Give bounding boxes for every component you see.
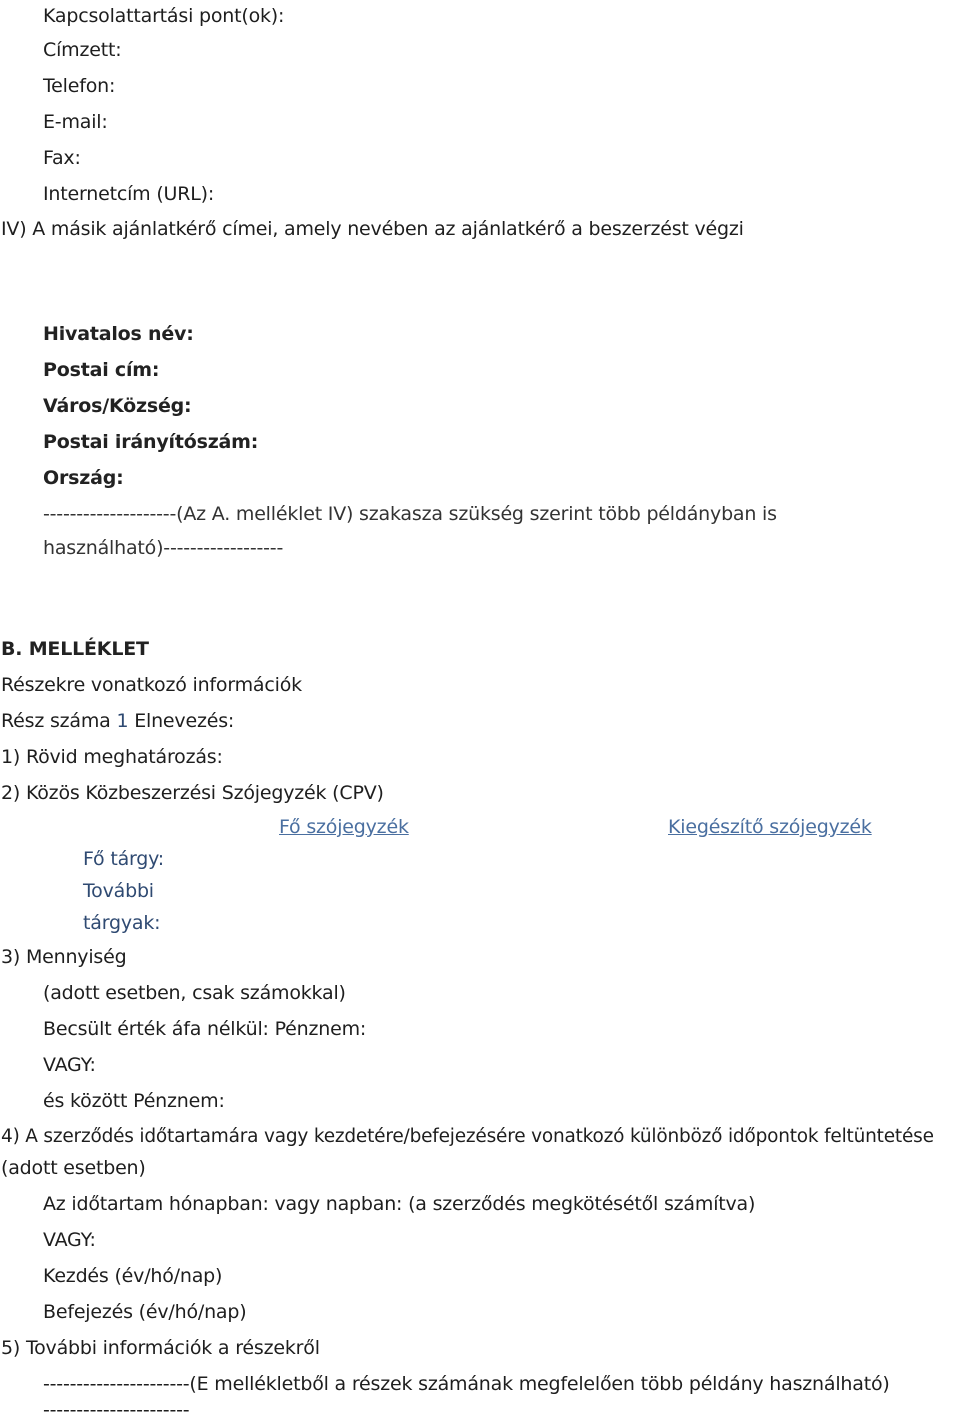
cpv-heading: 2) Közös Közbeszerzési Szójegyzék (CPV) bbox=[1, 782, 384, 804]
footer-note-line-1: ----------------------(E mellékletből a részek számának megfelelően több példány használható) bbox=[43, 1373, 890, 1395]
duration-heading-line-1: 4) A szerződés időtartamára vagy kezdetére/befejezésére vonatkozó különböző időpontok feltüntetése bbox=[1, 1126, 934, 1147]
annex-b-title: B. MELLÉKLET bbox=[1, 638, 149, 660]
part-number-value: 1 bbox=[116, 710, 129, 732]
fax-label: Fax: bbox=[43, 147, 81, 169]
additional-info-heading: 5) További információk a részekről bbox=[1, 1337, 320, 1359]
phone-label: Telefon: bbox=[43, 75, 116, 97]
city-label: Város/Község: bbox=[43, 395, 192, 417]
estimated-value-label: Becsült érték áfa nélkül: Pénznem: bbox=[43, 1018, 367, 1040]
between-currency-label: és között Pénznem: bbox=[43, 1090, 225, 1112]
duration-heading-line-2: (adott esetben) bbox=[1, 1157, 146, 1179]
section-iv-note-line-2: használható)------------------ bbox=[43, 537, 284, 559]
url-label: Internetcím (URL): bbox=[43, 183, 215, 205]
cpv-main-vocabulary-header: Fő szójegyzék bbox=[279, 816, 409, 838]
email-label: E-mail: bbox=[43, 111, 108, 133]
contact-points-label: Kapcsolattartási pont(ok): bbox=[43, 5, 285, 27]
part-name-label: Elnevezés: bbox=[134, 710, 235, 732]
postal-address-label: Postai cím: bbox=[43, 359, 160, 381]
quantity-heading: 3) Mennyiség bbox=[1, 946, 127, 968]
cpv-additional-objects-label-1: További bbox=[83, 880, 154, 902]
section-iv-heading: IV) A másik ajánlatkérő címei, amely nevében az ajánlatkérő a beszerzést végzi bbox=[1, 218, 744, 240]
addressee-label: Címzett: bbox=[43, 39, 122, 61]
annex-b-subtitle: Részekre vonatkozó információk bbox=[1, 674, 302, 696]
part-number-label: Rész száma bbox=[1, 710, 111, 732]
cpv-additional-objects-label-2: tárgyak: bbox=[83, 912, 161, 934]
footer-note-line-2: ---------------------- bbox=[43, 1399, 190, 1421]
postal-code-label: Postai irányítószám: bbox=[43, 431, 259, 453]
part-number-line bbox=[1, 709, 234, 733]
duration-line: Az időtartam hónapban: vagy napban: (a szerződés megkötésétől számítva) bbox=[43, 1193, 756, 1215]
cpv-main-object-label: Fő tárgy: bbox=[83, 848, 165, 870]
short-description-label: 1) Rövid meghatározás: bbox=[1, 746, 223, 768]
official-name-label: Hivatalos név: bbox=[43, 323, 194, 345]
section-iv-note-line-1: --------------------(Az A. melléklet IV) szakasza szükség szerint több példányban is bbox=[43, 503, 777, 525]
or-label-1: VAGY: bbox=[43, 1054, 96, 1076]
end-date-label: Befejezés (év/hó/nap) bbox=[43, 1301, 247, 1323]
quantity-note: (adott esetben, csak számokkal) bbox=[43, 982, 346, 1004]
country-label: Ország: bbox=[43, 467, 124, 489]
or-label-2: VAGY: bbox=[43, 1229, 96, 1251]
start-date-label: Kezdés (év/hó/nap) bbox=[43, 1265, 223, 1287]
cpv-supplementary-vocabulary-header: Kiegészítő szójegyzék bbox=[668, 816, 872, 838]
